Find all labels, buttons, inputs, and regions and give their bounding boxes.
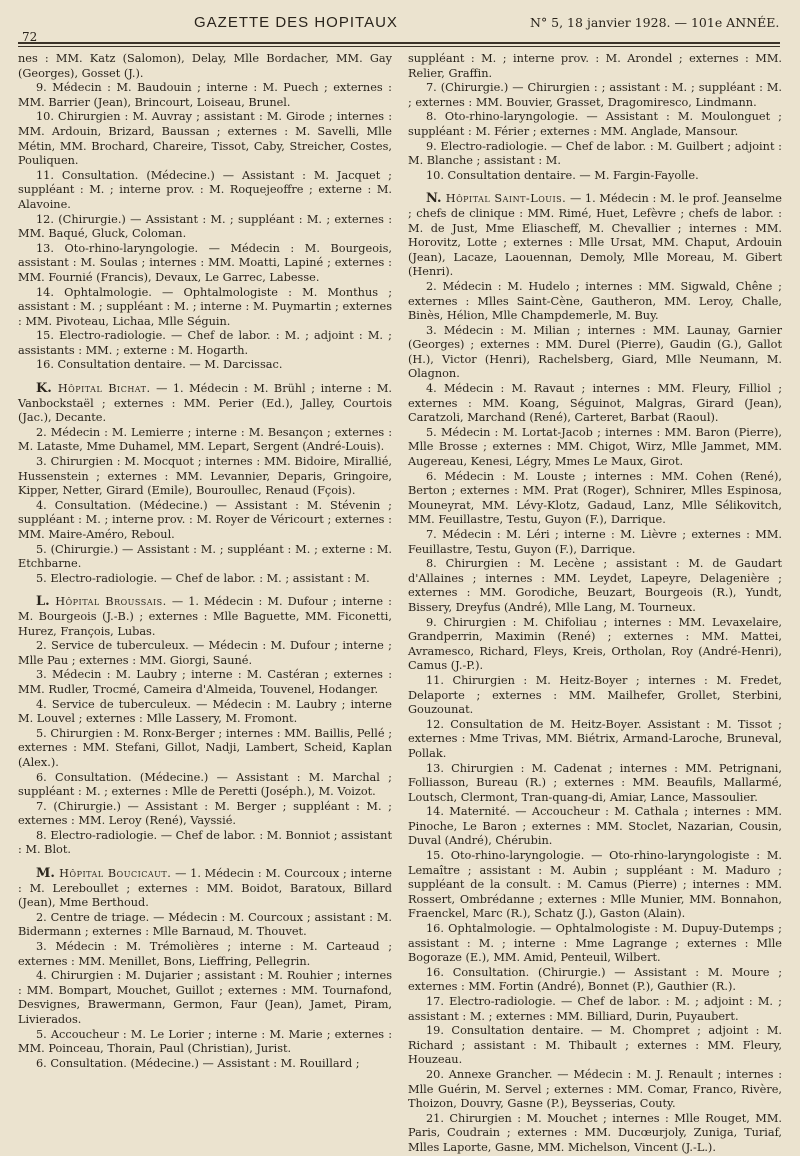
hospital-name: Hôpital Bichat. bbox=[51, 382, 151, 396]
service-entry: 10. Consultation dentaire. — M. Fargin-Fayolle. bbox=[426, 168, 699, 182]
service-entry: 9. Electro-radiologie. — Chef de labor. : M. Guilbert ; adjoint : M. Blanche ; assistant : M. bbox=[408, 139, 782, 168]
service-entry: 11. Consultation. (Médecine.) — Assistant : M. Jacquet ; suppléant : M. ; interne prov. : M. Roquejeoffre ; externe : M. Alavoine. bbox=[18, 168, 392, 211]
service-entry: suppléant : M. ; interne prov. : M. Arondel ; externes : MM. Relier, Graffin. bbox=[408, 52, 782, 80]
page-number: 72 bbox=[22, 30, 38, 44]
service-entry: 7. (Chirurgie.) — Chirurgien : ; assistant : M. ; suppléant : M. ; externes : MM. Bouvier, Grasset, Dragomiresco, Lindmann. bbox=[408, 81, 782, 109]
service-entry: 8. Oto-rhino-laryngologie. — Assistant : M. Moulonguet ; suppléant : M. Férier ; externes : MM. Anglade, Mansour. bbox=[408, 110, 782, 138]
service-entry: 14. Maternité. — Accoucheur : M. Cathala ; internes : MM. Pinoche, Le Baron ; externes : MM. Stoclet, Nazarian, Cousin, Duval (André), Chérubin. bbox=[408, 805, 782, 848]
header-rule bbox=[18, 42, 780, 44]
service-entry: 12. (Chirurgie.) — Assistant : M. ; suppléant : M. ; externes : MM. Baqué, Gluck, Coloman. bbox=[18, 212, 392, 241]
service-entry: nes : MM. Katz (Salomon), Delay, Mlle Bordacher, MM. Gay (Georges), Gosset (J.). bbox=[18, 52, 392, 80]
service-entry: 4. Chirurgien : M. Dujarier ; assistant : M. Rouhier ; internes : MM. Bompart, Mouchet, Guillot ; externes : MM. Tournafond, Desvignes, Brawermann, Germon, Faur (Jean), Jamet, Piram, Livierados. bbox=[18, 969, 392, 1026]
service-entry: 6. Consultation. (Médecine.) — Assistant : M. Rouillard ; bbox=[36, 1056, 360, 1070]
service-entry: 3. Médecin : M. Laubry ; interne : M. Castéran ; externes : MM. Rudler, Trocmé, Cameira d'Almeida, Touvenel, Hodanger. bbox=[18, 668, 392, 696]
service-entry: 2. Médecin : M. Hudelo ; internes : MM. Sigwald, Chêne ; externes : Mlles Saint-Cène, Gautheron, MM. Leroy, Challe, Binès, Hélion, Mlle Champdemerle, M. Buy. bbox=[408, 279, 782, 323]
running-title: GAZETTE DES HOPITAUX bbox=[194, 14, 398, 31]
service-entry: 8. Chirurgien : M. Lecène ; assistant : M. de Gaudart d'Allaines ; internes : MM. Leydet, Lapeyre, Delagenière ; externes : MM. Gorodiche, Beuzart, Bourgeois (R.), Yundt, Bissery, Dreyfus (André), Mlle Lang, M. Tourneux. bbox=[408, 557, 782, 614]
service-entry: 20. Annexe Grancher. — Médecin : M. J. Renault ; internes : Mlle Guérin, M. Servel ; externes : MM. Comar, Franco, Rivère, Thoizon, Douvry, Gasne (P.), Beysserias, Couty. bbox=[408, 1067, 782, 1111]
service-entry: 12. Consultation de M. Heitz-Boyer. Assistant : M. Tissot ; externes : Mme Trivas, MM. Biétrix, Armand-Laroche, Bruneval, Pollak. bbox=[408, 717, 782, 760]
right-column bbox=[408, 52, 782, 1156]
service-entry: 11. Chirurgien : M. Heitz-Boyer ; internes : M. Fredet, Delaporte ; externes : MM. Mailhefer, Grollet, Sterbini, Gouzounat. bbox=[408, 673, 782, 717]
section-letter: K. bbox=[36, 381, 52, 397]
hospital-section bbox=[18, 595, 392, 639]
service-entry: 6. Médecin : M. Louste ; internes : MM. Cohen (René), Berton ; externes : MM. Prat (Roger), Schnirer, Mlles Espinosa, Mouneyrat, MM. Lévy-Klotz, Gadaud, Lanz, Mlle Sélikovitch, MM. Feuillastre, Testu, Guyon (F.), Darrique. bbox=[408, 469, 782, 527]
service-entry: 15. Oto-rhino-laryngologie. — Oto-rhino-laryngologiste : M. Lemaître ; assistant : M. Aubin ; suppléant : M. Maduro ; suppléant de la consult. : M. Camus (Pierre) ; internes : MM. Rossert, Ombrédanne ; externes : Mlle Munier, MM. Bonnahon, Fraenckel, Marc (R.), Schatz (J.), Gaston (Alain). bbox=[408, 849, 782, 921]
service-entry: 5. Accoucheur : M. Le Lorier ; interne : M. Marie ; externes : MM. Poinceau, Thorain, Paul (Christian), Jurist. bbox=[18, 1027, 392, 1056]
issue-line: N° 5, 18 janvier 1928. — 101e ANNÉE. bbox=[530, 15, 780, 30]
section-letter: L. bbox=[36, 594, 50, 610]
service-entry: 15. Electro-radiologie. — Chef de labor. : M. ; adjoint : M. ; assistants : MM. ; externe : M. Hogarth. bbox=[18, 329, 392, 357]
section-letter: M. bbox=[36, 866, 55, 882]
service-entry: 2. Médecin : M. Lemierre ; interne : M. Besançon ; externes : M. Lataste, Mme Duhamel, MM. Lepart, Sergent (André-Louis). bbox=[18, 425, 392, 454]
service-entry: 21. Chirurgien : M. Mouchet ; internes : Mlle Rouget, MM. Paris, Coudrain ; externes : MM. Ducœurjoly, Zuniga, Turiaf, Mlles Laporte, Gasne, MM. Michelson, Vincent (J.-L.). bbox=[408, 1111, 782, 1154]
service-entry: 5. Electro-radiologie. — Chef de labor. : M. ; assistant : M. bbox=[36, 571, 370, 585]
service-entry: 7. (Chirurgie.) — Assistant : M. Berger ; suppléant : M. ; externes : MM. Leroy (René), Vayssié. bbox=[18, 799, 392, 828]
service-entry: 10. Chirurgien : M. Auvray ; assistant : M. Girode ; internes : MM. Ardouin, Brizard, Baussan ; externes : M. Savelli, Mlle Métin, MM. Brochard, Chareire, Tissot, Caby, Streicher, Costes, Pouliquen. bbox=[18, 110, 392, 168]
service-entry: 16. Ophtalmologie. — Ophtalmologiste : M. Dupuy-Dutemps ; assistant : M. ; interne : Mme Lagrange ; externes : Mlle Bogoraze (E.), MM. Amid, Penteuil, Wilbert. bbox=[408, 922, 782, 965]
hospital-name: Hôpital Broussais. bbox=[49, 595, 167, 609]
service-entry: 4. Service de tuberculeux. — Médecin : M. Laubry ; interne M. Louvel ; externes : Mlle Lassery, M. Fromont. bbox=[18, 697, 392, 726]
service-entry: 7. Médecin : M. Léri ; interne : M. Lièvre ; externes : MM. Feuillastre, Testu, Guyon (F.), Darrique. bbox=[408, 528, 782, 556]
section-text: — 1. Médecin : M. le prof. Jeanselme ; chefs de clinique : MM. Rimé, Huet, Lefèvre ; chefs de labor. : M. de Just, Mme Eliascheff, M. Chevallier ; internes : MM. Horovitz, Lotte ; externes : Mlle Ursat, MM. Chaput, Ardouin (Jean), Lacaze, Laouennan, Demoly, Mlle Moreau, M. Gibert (Henri). bbox=[408, 192, 782, 279]
service-entry: 9. Médecin : M. Baudouin ; interne : M. Puech ; externes : MM. Barrier (Jean), Brincourt, Loiseau, Brunel. bbox=[18, 81, 392, 109]
hospital-name: Hôpital Boucicaut. bbox=[54, 867, 172, 881]
service-entry: 8. Electro-radiologie. — Chef de labor. : M. Bonniot ; assistant : M. Blot. bbox=[18, 828, 392, 857]
hospital-section bbox=[18, 382, 392, 426]
service-entry: 4. Consultation. (Médecine.) — Assistant : M. Stévenin ; suppléant : M. ; interne prov. : M. Royer de Véricourt ; externes : MM. Maire-Améro, Reboul. bbox=[18, 498, 392, 541]
service-entry: 19. Consultation dentaire. — M. Chompret ; adjoint : M. Richard ; assistant : M. Thibault ; externes : MM. Fleury, Houzeau. bbox=[408, 1024, 782, 1067]
service-entry: 16. Consultation. (Chirurgie.) — Assistant : M. Moure ; externes : MM. Fortin (André), Bonnet (P.), Gauthier (R.). bbox=[408, 965, 782, 994]
hospital-section bbox=[18, 867, 392, 911]
left-column bbox=[18, 52, 392, 1071]
service-entry: 2. Service de tuberculeux. — Médecin : M. Dufour ; interne ; Mlle Pau ; externes : MM. Giorgi, Sauné. bbox=[18, 639, 392, 667]
hospital-name: Hôpital Saint-Louis. bbox=[441, 192, 567, 206]
service-entry: 3. Chirurgien : M. Mocquot ; internes : MM. Bidoire, Mirallié, Hussenstein ; externes : MM. Levannier, Deparis, Gringoire, Kipper, Netter, Girard (Emile), Bouroullec, Renaud (Fçois). bbox=[18, 455, 392, 498]
section-text: — 1. Médecin : M. Brühl ; interne : M. Vanbockstaël ; externes : MM. Perier (Ed.), Jalley, Courtois (Jac.), Decante. bbox=[18, 382, 392, 425]
service-entry: 5. (Chirurgie.) — Assistant : M. ; suppléant : M. ; externe : M. Etchbarne. bbox=[18, 542, 392, 571]
hospital-section bbox=[408, 192, 782, 280]
service-entry: 9. Chirurgien : M. Chifoliau ; internes : MM. Levaxelaire, Grandperrin, Maximin (René) ; externes : MM. Mattei, Avramesco, Richard, Fleys, Kreis, Ortholan, Roy (André-Henri), Camus (J.-P.). bbox=[408, 615, 782, 673]
service-entry: 16. Consultation dentaire. — M. Darcissac. bbox=[36, 358, 283, 372]
service-entry: 4. Médecin : M. Ravaut ; internes : MM. Fleury, Filliol ; externes : MM. Koang, Séguinot, Malgras, Girard (Jean), Caratzoli, Marchand (René), Carteret, Barbat (Raoul). bbox=[408, 382, 782, 425]
service-entry: 2. Centre de triage. — Médecin : M. Courcoux ; assistant : M. Bidermann ; externes : Mlle Barnaud, M. Thouvet. bbox=[18, 910, 392, 939]
service-entry: 5. Chirurgien : M. Ronx-Berger ; internes : MM. Baillis, Pellé ; externes : MM. Stefani, Gillot, Nadji, Lambert, Scheid, Kaplan (Alex.). bbox=[18, 726, 392, 769]
header-rule-thin bbox=[18, 46, 780, 47]
section-text: — 1. Médecin : M. Dufour ; interne : M. Bourgeois (J.-B.) ; externes : Mlle Baguette, MM. Ficonetti, Hurez, François, Lubas. bbox=[18, 595, 392, 638]
service-entry: 6. Consultation. (Médecine.) — Assistant : M. Marchal ; suppléant : M. ; externes : Mlle de Peretti (Joséph.), M. Voizot. bbox=[18, 770, 392, 799]
section-letter: N. bbox=[426, 191, 442, 207]
service-entry: 17. Electro-radiologie. — Chef de labor. : M. ; adjoint : M. ; assistant : M. ; externes : MM. Billiard, Durin, Puyaubert. bbox=[408, 995, 782, 1023]
section-text: — 1. Médecin : M. Courcoux ; interne : M. Lereboullet ; externes : MM. Boidot, Baratoux, Billard (Jean), Mme Berthoud. bbox=[18, 867, 392, 910]
service-entry: 5. Médecin : M. Lortat-Jacob ; internes : MM. Baron (Pierre), Mlle Brosse ; externes : MM. Chigot, Wirz, Mlle Jammet, MM. Augereau, Kenesi, Légry, Mmes Le Maux, Girot. bbox=[408, 425, 782, 469]
service-entry: 3. Médecin : M. Trémolières ; interne : M. Carteaud ; externes : MM. Menillet, Bons, Lieffring, Pellegrin. bbox=[18, 940, 392, 968]
service-entry: 13. Oto-rhino-laryngologie. — Médecin : M. Bourgeois, assistant : M. Soulas ; internes : MM. Moatti, Lapiné ; externes : MM. Fournié (Francis), Devaux, Le Garrec, Labesse. bbox=[18, 241, 392, 284]
service-entry: 14. Ophtalmologie. — Ophtalmologiste : M. Monthus ; assistant : M. ; suppléant : M. ; interne : M. Puymartin ; externes : MM. Pivoteau, Lichaa, Mlle Séguin. bbox=[18, 285, 392, 328]
service-entry: 13. Chirurgien : M. Cadenat ; internes : MM. Petrignani, Folliasson, Bureau (R.) ; externes : MM. Beaufils, Mallarmé, Loutsch, Clermont, Tran-quang-di, Amiar, Lance, Massoulier. bbox=[408, 761, 782, 804]
service-entry: 3. Médecin : M. Milian ; internes : MM. Launay, Garnier (Georges) ; externes : MM. Durel (Pierre), Gaudin (G.), Gallot (H.), Victor (Henri), Rachelsberg, Giard, Mlle Neumann, M. Olagnon. bbox=[408, 323, 782, 381]
